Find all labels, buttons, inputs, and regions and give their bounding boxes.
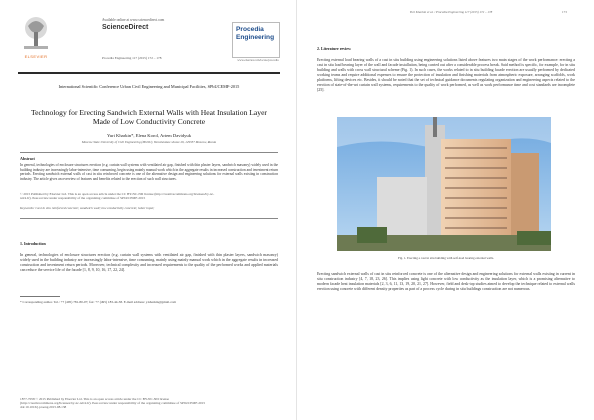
abstract-top-rule bbox=[20, 152, 278, 153]
journal-url[interactable]: www.elsevier.com/locate/procedia bbox=[237, 58, 279, 62]
section-2-body: Erecting external load bearing walls of a cast in situ building using engineering solutions listed above features two main stages of the work performance: erecting a cast in situ load bearing layer of the wall and facade installation, being carried out after a considerable process break. Said method is specific, for example, for in situ building and walls with cross wall structural scheme (Fig. 1). In such cases, the works related to in situ building facade erection are usually performed by dedicated working teams and require additional expenses to ensure the protection of insulation and finishing materials from atmospheric exposure, arranging scaffolds, work platforms, lifting devices etc. Besides, it should be noted that the set of technical guidance documents regulating organization and engineering aspects related to the erection of state-of-the-art curtain wall systems, requirements to the quality of work performed, as well as work performance time and cost standards are incomplete [25]. bbox=[317, 58, 575, 92]
availability-text: Available online at www.sciencedirect.com bbox=[102, 18, 165, 22]
journal-header bbox=[18, 12, 280, 74]
article-title: Technology for Erecting Sandwich External Walls with Heat Insulation Layer Made of Low Conductivity Concrete bbox=[31, 108, 267, 127]
journal-citation: Procedia Engineering 117 (2015) 172 – 178 bbox=[102, 56, 162, 60]
elsevier-tree-logo bbox=[18, 14, 54, 54]
section-2-paragraph-2: Erecting sandwich external walls of cast in situ reinforced concrete is one of the alternative design and engineering solutions for external walls existing in current in situ construction industry [4, 7, 18, 23, 26]. This implies using light concrete with low conductivity as the insulation layer, which is a promising alternative to modern facade heat insulation materials [2, 3, 6, 11, 13, 19, 20, 21, 27]. However, field and desk-top studies aimed to develop the technique related to external walls erection using concrete with different density properties as part of a process cycle during in situ buildings construction are not numerous. bbox=[317, 272, 575, 291]
abstract-bottom-rule bbox=[20, 218, 278, 219]
elsevier-wordmark: ELSEVIER bbox=[24, 54, 48, 59]
author-list: Yuri Kharkin*, Elena Korol, Artem Davidyuk bbox=[106, 133, 192, 138]
header-rule bbox=[18, 72, 280, 74]
author-affiliation: Moscow State University of Civil Engineering (MGSU), Yaroslavskoe shosse 26, 129337 Moscow, Russia bbox=[81, 140, 217, 144]
section-1-body: In general, technologies of enclosure structures erection (e.g. curtain wall systems with ventilated air gap, finished with thin plaster layers, sandwich masonry) widely used in the building industry are increasingly labor-intensive, time consuming, mainly using mainly manual work which in the aggregate results in increased construction and investment return periods. Moreover, technical complexity and increased requirements to the quality of the performed works and applied materials can reduce the service life of the facade [1, 8, 9, 10, 16, 17, 22, 24]. bbox=[20, 253, 278, 272]
running-head: Yuri Kharkin et al. / Procedia Engineering 117 (2015) 172 – 178 bbox=[409, 10, 493, 14]
footnote-rule bbox=[20, 296, 60, 297]
section-2-heading: 2. Literature review bbox=[317, 46, 351, 51]
abstract-heading: Abstract bbox=[20, 156, 35, 161]
right-page bbox=[297, 0, 594, 420]
license-note[interactable]: © 2015 Published by Elsevier Ltd. This is an open access article under the CC BY-NC-ND license (http://creativecommons.org/licenses/by-nc-nd/4.0/). Peer-review under responsibility of the organizing committee of SPbUCEMF-2015 bbox=[20, 192, 215, 201]
figure-1-caption: Fig. 1. Erecting a cast in situ building with self-load bearing external walls. bbox=[397, 256, 495, 260]
page-number: 173 bbox=[562, 10, 567, 14]
conference-name: International Scientific Conference Urban Civil Engineering and Municipal Facilities, SPbUCEMF-2015 bbox=[58, 84, 240, 89]
figure-1-photo bbox=[337, 117, 551, 251]
section-1-heading: 1. Introduction bbox=[20, 241, 46, 246]
page-footer: 1877-7058 © 2015 Published by Elsevier Ltd. This is an open access article under the CC BY-NC-ND license (http://creativecommons.org/licenses/by-nc-nd/4.0/). Peer-review under responsibility of the organizing committee of SPbUCEMF-2015 doi:10.1016/j.proeng.2015.08.138 bbox=[20, 397, 206, 410]
keywords: Keywords: Cast in situ reinforced concrete; sandwich wall; low conductivity concrete; labor input; bbox=[20, 206, 155, 210]
journal-name: Procedia Engineering bbox=[236, 26, 275, 41]
abstract-body: In general, technologies of enclosure structures erection (e.g. curtain wall systems with ventilated air gap, finished with thin plaster layers, sandwich masonry) widely used in the building industry are increasingly labor-intensive, time consuming, begin using mainly manual work which in the aggregate results in increased construction and investment return periods. Erecting sandwich external walls of cast in situ reinforced concrete is one of the alternative design and engineering solutions for external walls existing in construction industry. The article gives an overview of features and benefits related to the erection of such wall structures. bbox=[20, 163, 278, 181]
sciencedirect-brand: ScienceDirect bbox=[102, 24, 149, 31]
corresponding-author-footnote: * Corresponding author. Tel.: +7 (495) 781-80-07; fax: +7 (495) 183-44-38. E-mail address: y.kharkin@gmail.com bbox=[20, 300, 176, 304]
